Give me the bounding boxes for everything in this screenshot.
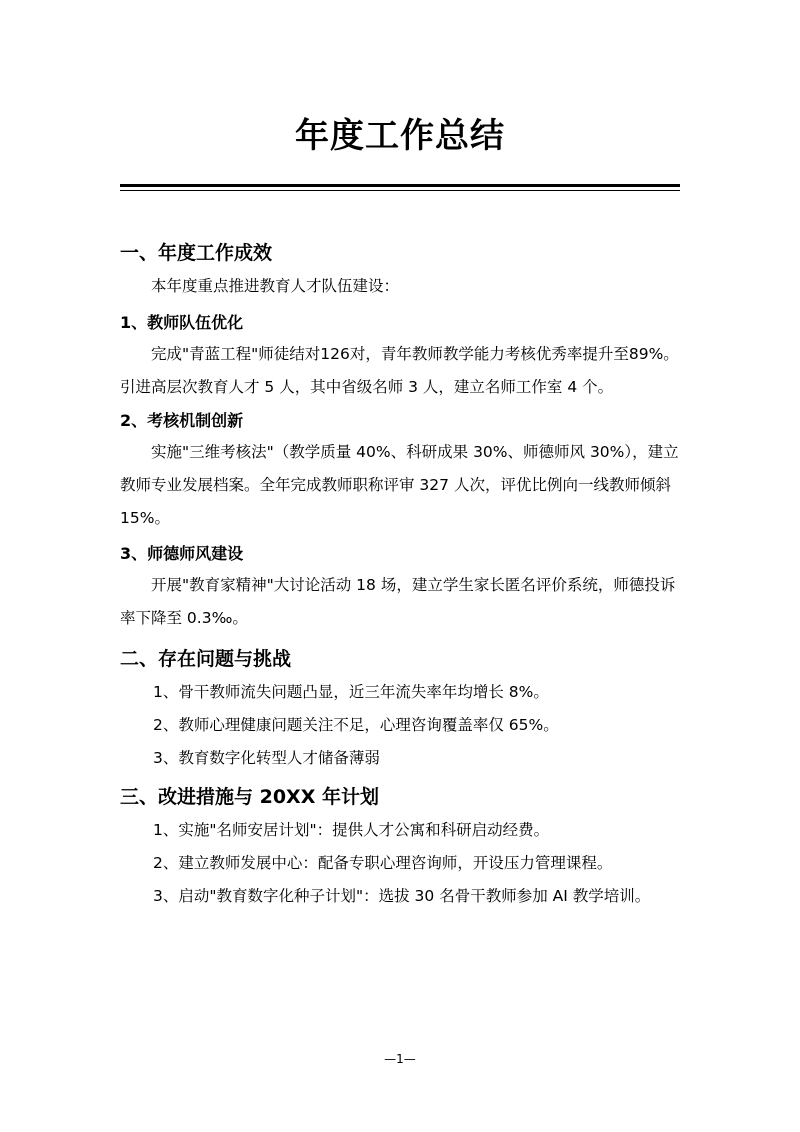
title-rule-thick [120,184,680,187]
subsection-text-teacher-team: 完成"青蓝工程"师徒结对126对，青年教师教学能力考核优秀率提升至89%。引进高层次教育人才 5 人，其中省级名师 3 人，建立名师工作室 4 个。 [120,345,679,396]
list-item: 3、启动"教育数字化种子计划"：选拔 30 名骨干教师参加 AI 教学培训。 [153,887,651,905]
list-item: 1、实施"名师安居计划"：提供人才公寓和科研启动经费。 [153,821,550,839]
list-item: 2、教师心理健康问题关注不足，心理咨询覆盖率仅 65%。 [153,716,559,734]
list-item: 2、建立教师发展中心：配备专职心理咨询师，开设压力管理课程。 [153,854,613,872]
subsection-heading-teacher-team: 1、教师队伍优化 [120,313,244,332]
section-intro: 本年度重点推进教育人才队伍建设： [151,277,400,295]
section-heading-problems: 二、存在问题与挑战 [120,648,292,670]
title-rule-thin [120,190,680,191]
list-item: 1、骨干教师流失问题凸显，近三年流失率年均增长 8%。 [153,683,549,701]
subsection-text-assessment: 实施"三维考核法"（教学质量 40%、科研成果 30%、师德师风 30%），建立教师专业发展档案。全年完成教师职称评审 327 人次，评优比例向一线教师倾斜 15%。 [120,443,679,527]
subsection-text-ethics: 开展"教育家精神"大讨论活动 18 场，建立学生家长匿名评价系统，师德投诉率下降至 0.3‰。 [120,576,676,627]
list-item: 3、教育数字化转型人才储备薄弱 [153,749,380,767]
section-heading-achievements: 一、年度工作成效 [120,242,273,264]
subsection-heading-assessment: 2、考核机制创新 [120,411,244,430]
document-title: 年度工作总结 [295,116,505,156]
subsection-heading-ethics: 3、师德师风建设 [120,544,244,563]
section-heading-plans: 三、改进措施与 20XX 年计划 [120,786,379,808]
page-number: —1— [384,1052,416,1066]
